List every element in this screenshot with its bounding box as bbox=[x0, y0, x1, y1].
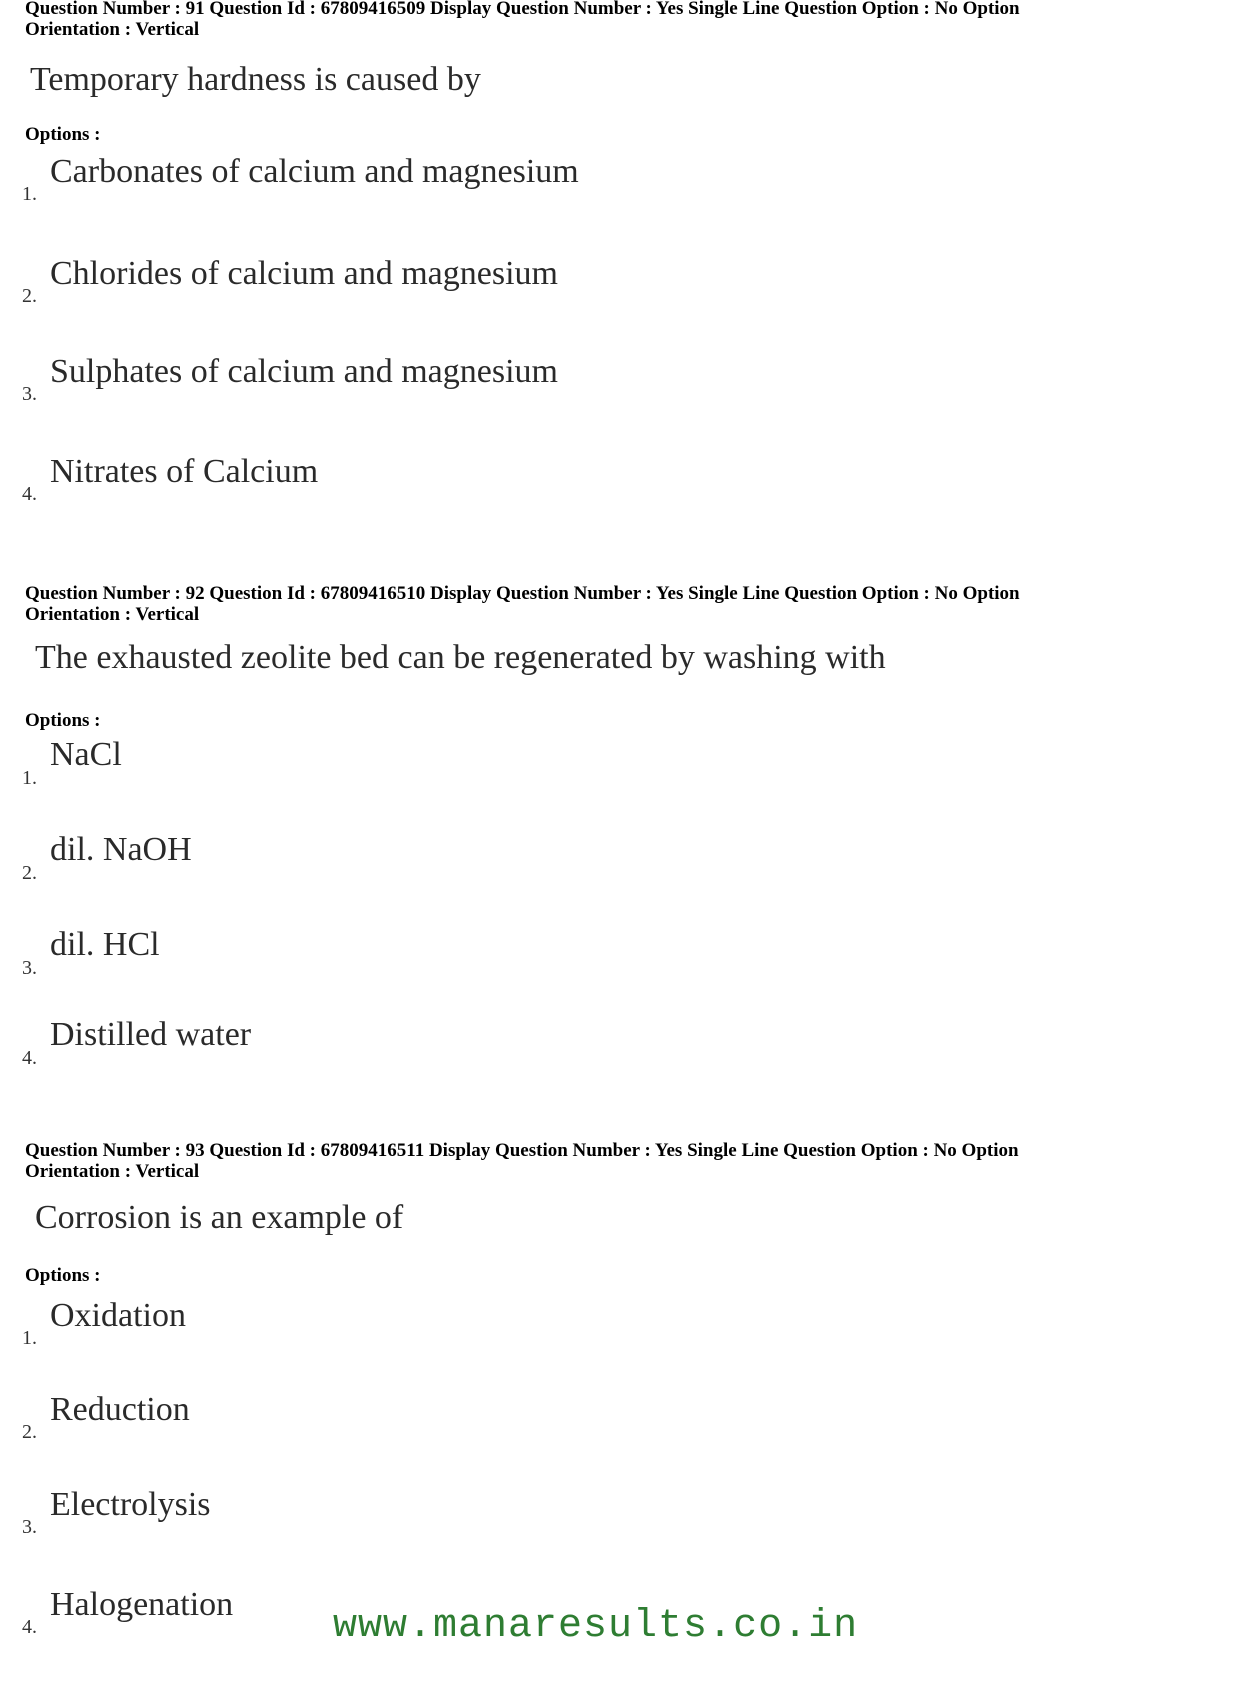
question-93-text: Corrosion is an example of bbox=[35, 1199, 404, 1236]
option-number: 1. bbox=[22, 1327, 37, 1349]
option-number: 1. bbox=[22, 767, 37, 789]
options-label: Options : bbox=[25, 1265, 101, 1286]
question-92-meta bbox=[25, 583, 1205, 625]
option-text: Carbonates of calcium and magnesium bbox=[50, 153, 579, 190]
question-meta-line: Question Number : 91 Question Id : 67809416509 Display Question Number : Yes Single Line Question Option : No Option bbox=[25, 0, 1020, 19]
option-number: 4. bbox=[22, 483, 37, 505]
website-watermark: www.manaresults.co.in bbox=[333, 1604, 859, 1649]
question-93-meta bbox=[25, 1140, 1205, 1182]
question-meta-line: Orientation : Vertical bbox=[25, 19, 200, 40]
question-meta-line: Orientation : Vertical bbox=[25, 1161, 200, 1182]
option-number: 4. bbox=[22, 1616, 37, 1638]
question-meta-line: Question Number : 93 Question Id : 67809416511 Display Question Number : Yes Single Line Question Option : No Option bbox=[25, 1140, 1019, 1161]
question-92-text: The exhausted zeolite bed can be regenerated by washing with bbox=[35, 639, 886, 676]
question-91-text: Temporary hardness is caused by bbox=[30, 61, 481, 98]
option-text: Chlorides of calcium and magnesium bbox=[50, 255, 558, 292]
options-label: Options : bbox=[25, 710, 101, 731]
option-text: Nitrates of Calcium bbox=[50, 453, 319, 490]
option-text: Halogenation bbox=[50, 1586, 234, 1623]
option-number: 3. bbox=[22, 1516, 37, 1538]
option-text: Sulphates of calcium and magnesium bbox=[50, 353, 558, 390]
option-number: 1. bbox=[22, 183, 37, 205]
option-number: 4. bbox=[22, 1047, 37, 1069]
option-number: 2. bbox=[22, 285, 37, 307]
option-text: Reduction bbox=[50, 1391, 190, 1428]
option-number: 3. bbox=[22, 383, 37, 405]
question-91-meta bbox=[25, 0, 1205, 40]
options-label: Options : bbox=[25, 124, 101, 145]
question-meta-line: Orientation : Vertical bbox=[25, 604, 200, 625]
option-text: Distilled water bbox=[50, 1016, 252, 1053]
option-text: Electrolysis bbox=[50, 1486, 211, 1523]
question-meta-line: Question Number : 92 Question Id : 67809416510 Display Question Number : Yes Single Line Question Option : No Option bbox=[25, 583, 1020, 604]
option-text: dil. NaOH bbox=[50, 831, 192, 868]
option-text: Oxidation bbox=[50, 1297, 186, 1334]
option-number: 2. bbox=[22, 1421, 37, 1443]
option-text: NaCl bbox=[50, 736, 122, 773]
option-text: dil. HCl bbox=[50, 926, 160, 963]
option-number: 3. bbox=[22, 957, 37, 979]
option-number: 2. bbox=[22, 862, 37, 884]
